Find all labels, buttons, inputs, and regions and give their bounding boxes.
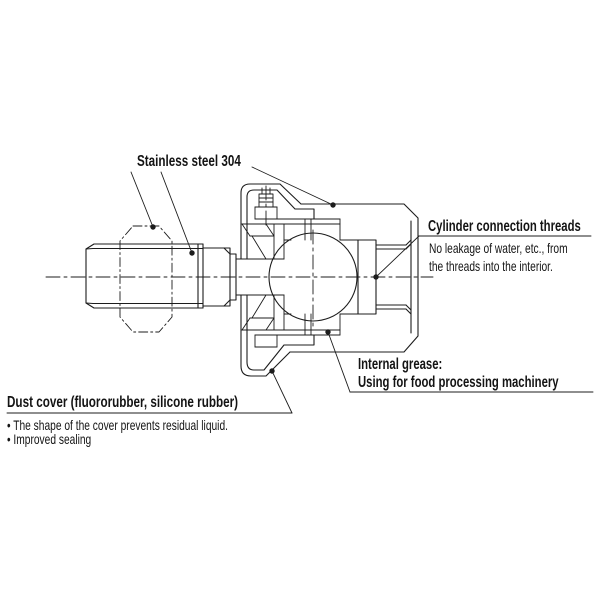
anchor-dot-cover [269,368,274,373]
label-dust-cover-bullet2: • Improved sealing [7,430,92,447]
label-cylinder-threads-line1: No leakage of water, etc., from [429,240,568,256]
label-internal-grease-line2: Using for food processing machinery [358,373,559,391]
label-cylinder-threads-line2: the threads into the interior. [429,258,553,274]
dust-cover-outline [241,184,314,376]
piston-rod-thread [86,244,203,308]
leader-internal-grease [328,332,350,392]
anchor-dot-grease [325,329,330,334]
leader-cylinder-threads [376,236,419,277]
center-lines [46,186,433,326]
leader-stainless-rod [161,172,192,253]
leader-stainless-body [252,167,333,205]
label-stainless-steel: Stainless steel 304 [137,153,241,170]
anchor-dots [150,202,378,373]
anchor-dot-nut [150,224,155,229]
anchor-dot-threads [373,274,378,279]
label-dust-cover-bullet1: • The shape of the cover prevents residual liquid. [7,416,228,433]
label-cylinder-threads-heading: Cylinder connection threads [428,218,581,235]
leader-dust-cover [272,371,292,413]
anchor-dot-body [330,202,335,207]
anchor-dot-rod [189,250,194,255]
hex-nut-phantom [120,226,172,332]
label-dust-cover-heading: Dust cover (fluororubber, silicone rubber) [7,394,239,411]
label-internal-grease-line1: Internal grease: [358,356,443,373]
leader-stainless-nut [131,172,153,227]
cover-clamp-bottom [255,335,277,347]
